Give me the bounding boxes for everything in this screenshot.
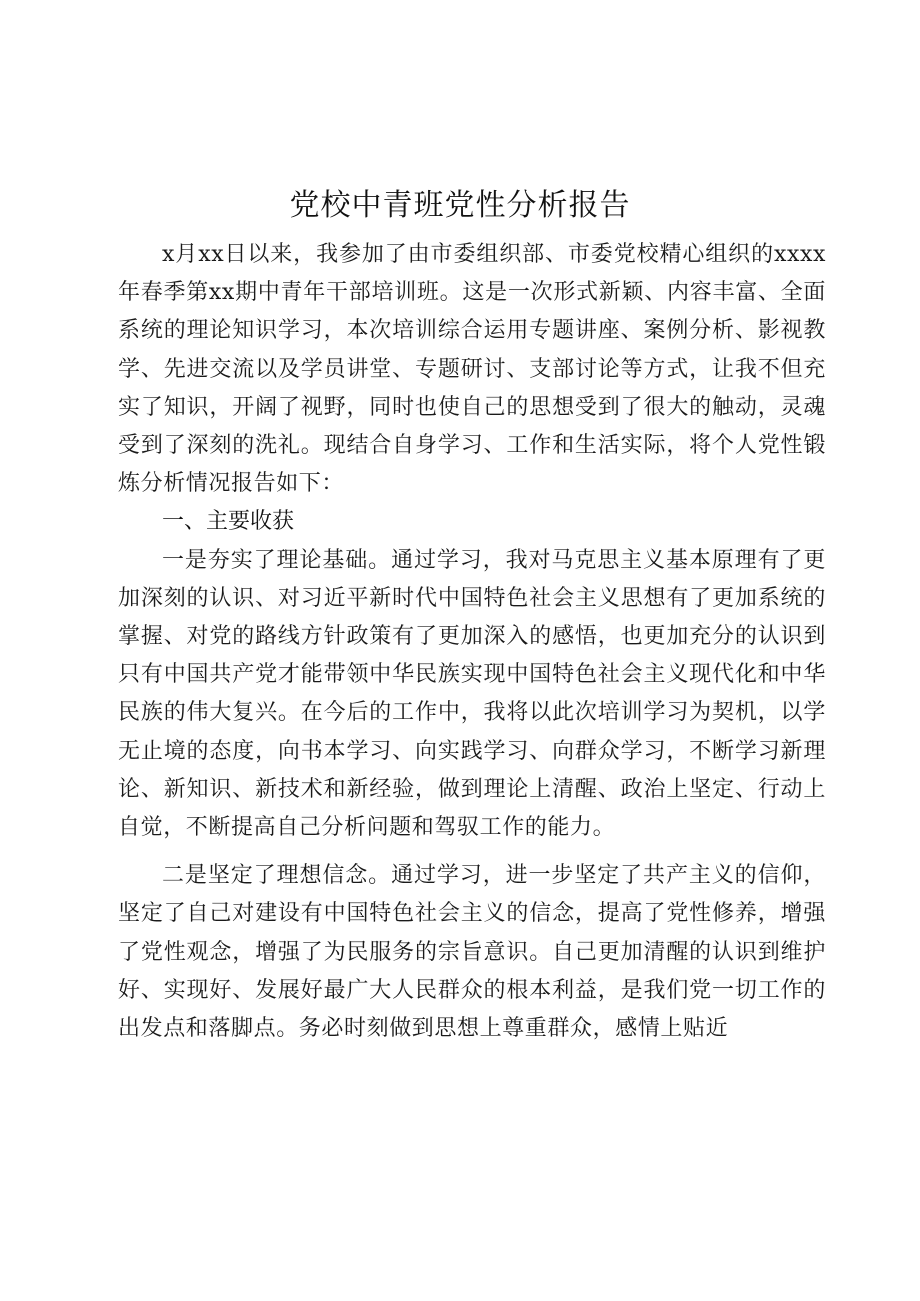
section-heading-main-gains: 一、主要收获 — [162, 509, 295, 535]
paragraph-gap — [118, 847, 826, 857]
intro-paragraph: x月xx日以来，我参加了由市委组织部、市委党校精心组织的xxxx年春季第xx期中青年干部培训班。这是一次形式新颖、内容丰富、全面系统的理论知识学习，本次培训综合运用专题讲座、案例分析、影视教学、先进交流以及学员讲堂、专题研讨、支部讨论等方式，让我不但充实了知识，开阔了视野，同时也使自己的思想受到了很大的触动，灵魂受到了深刻的洗礼。现结合自身学习、工作和生活实际，将个人党性锻炼分析情况报告如下： — [118, 242, 826, 497]
paragraph-ideals-beliefs: 二是坚定了理想信念。通过学习，进一步坚定了共产主义的信仰，坚定了自己对建设有中国特色社会主义的信念，提高了党性修养，增强了党性观念，增强了为民服务的宗旨意识。自己更加清醒的认识到维护好、实现好、发展好最广大人民群众的根本利益，是我们党一切工作的出发点和落脚点。务必时刻做到思想上尊重群众，感情上贴近 — [118, 863, 826, 1042]
paragraph-theory-foundation: 一是夯实了理论基础。通过学习，我对马克思主义基本原理有了更加深刻的认识、对习近平新时代中国特色社会主义思想有了更加系统的掌握、对党的路线方针政策有了更加深入的感悟，也更加充分的认识到只有中国共产党才能带领中华民族实现中国特色社会主义现代化和中华民族的伟大复兴。在今后的工作中，我将以此次培训学习为契机，以学无止境的态度，向书本学习、向实践学习、向群众学习，不断学习新理论、新知识、新技术和新经验，做到理论上清醒、政治上坚定、行动上自觉，不断提高自己分析问题和驾驭工作的能力。 — [118, 547, 826, 841]
document-body — [118, 236, 826, 1048]
document-title: 党校中青班党性分析报告 — [289, 188, 631, 223]
